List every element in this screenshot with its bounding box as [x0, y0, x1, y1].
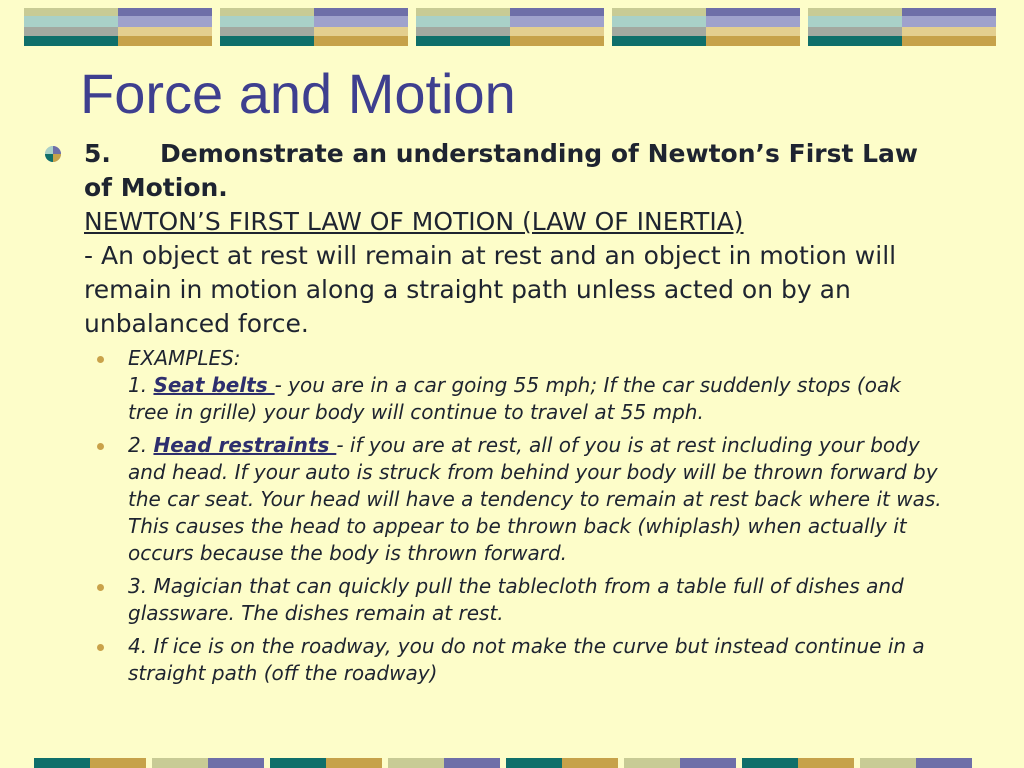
- band-segment: [152, 758, 208, 768]
- law-text: - An object at rest will remain at rest and an object in motion will remain in motion along a straight path unless acted on by an unbalanced force.: [84, 241, 897, 338]
- dot-bullet-icon: [97, 356, 104, 363]
- band-segment: [562, 758, 618, 768]
- example-name: Seat belts: [153, 373, 275, 397]
- band-segment: [798, 758, 854, 768]
- band-tile: [612, 8, 800, 46]
- example-prefix: 1.: [128, 373, 154, 397]
- band-segment: [916, 758, 972, 768]
- band-segment: [680, 758, 736, 768]
- slide-title: Force and Motion: [80, 62, 516, 125]
- examples-intro: EXAMPLES:: [128, 346, 241, 370]
- main-bullet-point: [42, 137, 942, 341]
- list-item: [42, 432, 942, 567]
- list-item: [42, 573, 942, 627]
- example-text: - if you are at rest, all of you is at rest including your body and head. If your auto is struck from behind your body will be thrown forward by the car seat. Your head will have a tendency to remain at rest back where it was. This causes the head to appear to be thrown back (whiplash) when actually it occurs because the body is thrown forward.: [128, 433, 942, 565]
- standard-heading-text: Demonstrate an understanding of Newton’s First Law of Motion.: [84, 139, 919, 202]
- example-text: 3. Magician that can quickly pull the tablecloth from a table full of dishes and glassware. The dishes remain at rest.: [128, 574, 904, 625]
- example-prefix: 2.: [128, 433, 154, 457]
- standard-heading: [84, 137, 942, 205]
- band-segment: [90, 758, 146, 768]
- example-name: Head restraints: [153, 433, 337, 457]
- law-title: NEWTON’S FIRST LAW OF MOTION (LAW OF INERTIA): [84, 207, 744, 236]
- example-text: - you are in a car going 55 mph; If the car suddenly stops (oak tree in grille) your body will continue to travel at 55 mph.: [128, 373, 901, 424]
- band-segment: [34, 758, 90, 768]
- list-item: [42, 345, 942, 426]
- band-segment: [506, 758, 562, 768]
- band-tile: [416, 8, 604, 46]
- bottom-decorative-band: [0, 758, 1024, 768]
- band-segment: [742, 758, 798, 768]
- band-segment: [208, 758, 264, 768]
- examples-list: [42, 345, 942, 687]
- band-segment: [624, 758, 680, 768]
- band-tile: [808, 8, 996, 46]
- standard-number: 5.: [84, 139, 111, 168]
- band-tile: [220, 8, 408, 46]
- dot-bullet-icon: [97, 584, 104, 591]
- band-tile: [24, 8, 212, 46]
- list-item: [42, 633, 942, 687]
- dot-bullet-icon: [97, 644, 104, 651]
- band-segment: [388, 758, 444, 768]
- band-segment: [326, 758, 382, 768]
- dot-bullet-icon: [97, 443, 104, 450]
- pie-bullet-icon: [44, 145, 62, 163]
- example-text: 4. If ice is on the roadway, you do not make the curve but instead continue in a straight path (off the roadway): [128, 634, 925, 685]
- band-segment: [860, 758, 916, 768]
- slide-content: [42, 137, 942, 693]
- band-segment: [270, 758, 326, 768]
- band-segment: [444, 758, 500, 768]
- top-decorative-band: [0, 0, 1024, 50]
